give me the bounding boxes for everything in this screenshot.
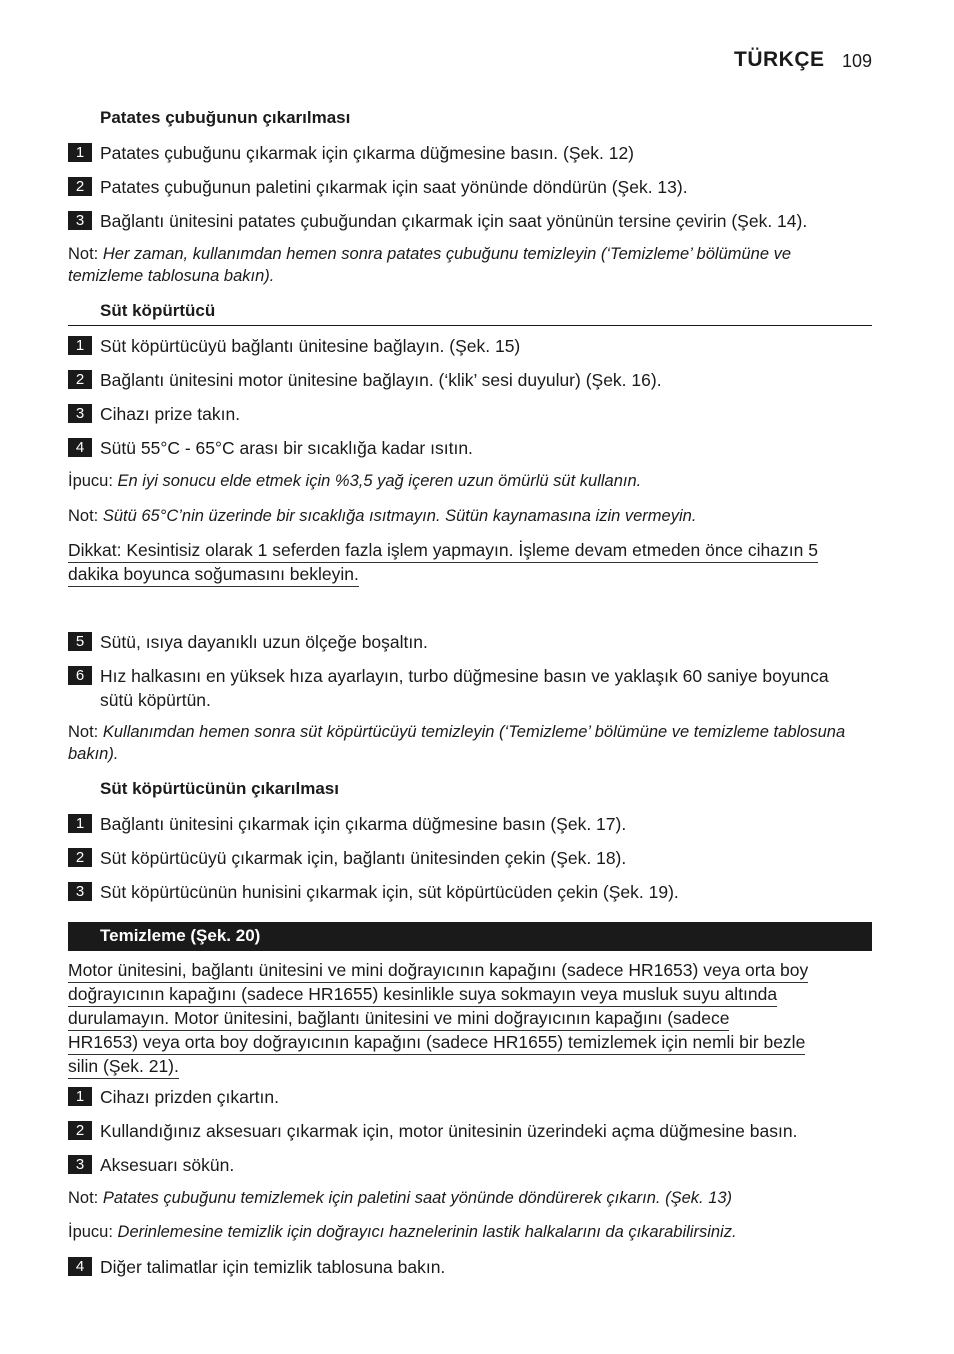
section-banner-cleaning	[68, 922, 872, 951]
caution-line: Motor ünitesini, bağlantı ünitesini ve mini doğrayıcının kapağını (sadece HR1653) veya orta boy	[68, 959, 808, 983]
step-text: Sütü, ısıya dayanıklı uzun ölçeğe boşaltın.	[100, 632, 428, 652]
section-title-frother-disassembly: Süt köpürtücünün çıkarılması	[100, 779, 339, 798]
note-label: Not:	[68, 1189, 99, 1207]
tip-text	[68, 1221, 858, 1243]
step-item	[68, 436, 858, 460]
note-body: Sütü 65°C’nin üzerinde bir sıcaklığa ısıtmayın. Sütün kaynamasına izin vermeyin.	[98, 507, 697, 525]
caution-line: silin (Şek. 21).	[68, 1055, 179, 1079]
section-title-fries-disassembly: Patates çubuğunun çıkarılması	[100, 108, 351, 127]
note-body: Her zaman, kullanımdan hemen sonra patates çubuğunu temizleyin (‘Temizleme’ bölümüne ve temizleme tablosuna bakın).	[68, 245, 792, 285]
step-item	[68, 141, 858, 165]
note-text	[68, 505, 858, 527]
note-body: Patates çubuğunu temizlemek için paletini saat yönünde döndürerek çıkarın. (Şek. 13)	[98, 1189, 733, 1207]
step-item	[68, 1255, 858, 1279]
step-text: Patates çubuğunu çıkarmak için çıkarma düğmesine basın. (Şek. 12)	[100, 143, 635, 163]
step-item	[68, 1085, 858, 1109]
step-item	[68, 1153, 858, 1177]
section-divider	[68, 325, 872, 326]
step-item	[68, 846, 858, 870]
caution-line: Dikkat: Kesintisiz olarak 1 seferden fazla işlem yapmayın. İşleme devam etmeden önce cihazın 5	[68, 539, 818, 563]
step-text: Patates çubuğunun paletini çıkarmak için saat yönünde döndürün (Şek. 13).	[100, 177, 688, 197]
step-text: Süt köpürtücünün hunisini çıkarmak için, süt köpürtücüden çekin (Şek. 19).	[100, 882, 679, 902]
step-item	[68, 880, 858, 904]
step-number: 4	[68, 1257, 92, 1276]
note-text	[68, 243, 858, 287]
step-number: 5	[68, 632, 92, 651]
note-text	[68, 721, 858, 765]
step-text: Bağlantı ünitesini patates çubuğundan çıkarmak için saat yönünün tersine çevirin (Şek. 14).	[100, 211, 808, 231]
step-number: 2	[68, 177, 92, 196]
step-text: Hız halkasını en yüksek hıza ayarlayın, turbo düğmesine basın ve yaklaşık 60 saniye boyunca sütü köpürtün.	[100, 666, 829, 710]
step-text: Sütü 55°C - 65°C arası bir sıcaklığa kadar ısıtın.	[100, 438, 473, 458]
note-label: Not:	[68, 245, 99, 263]
step-number: 6	[68, 666, 92, 685]
step-text: Cihazı prizden çıkartın.	[100, 1087, 279, 1107]
tip-label: İpucu:	[68, 472, 113, 490]
step-item	[68, 812, 858, 836]
step-item	[68, 630, 858, 654]
section-title-milk-frother: Süt köpürtücü	[100, 301, 216, 320]
step-item	[68, 1119, 858, 1143]
step-number: 2	[68, 848, 92, 867]
language-header: TÜRKÇE	[734, 48, 825, 71]
note-body: Kullanımdan hemen sonra süt köpürtücüyü temizleyin (‘Temizleme’ bölümüne ve temizleme tablosuna bakın).	[68, 723, 846, 763]
step-number: 1	[68, 336, 92, 355]
step-number: 3	[68, 1155, 92, 1174]
step-number: 4	[68, 438, 92, 457]
note-text	[68, 1187, 858, 1209]
step-number: 1	[68, 143, 92, 162]
step-text: Kullandığınız aksesuarı çıkarmak için, motor ünitesinin üzerindeki açma düğmesine basın.	[100, 1121, 798, 1141]
page-number: 109	[842, 51, 873, 71]
caution-box	[68, 959, 808, 1079]
step-text: Bağlantı ünitesini çıkarmak için çıkarma düğmesine basın (Şek. 17).	[100, 814, 627, 834]
step-text: Aksesuarı sökün.	[100, 1155, 235, 1175]
caution-box	[68, 539, 818, 587]
step-item	[68, 664, 858, 712]
note-label: Not:	[68, 507, 99, 525]
tip-text	[68, 470, 858, 492]
caution-line: HR1653) veya orta boy doğrayıcının kapağını (sadece HR1655) temizlemek için nemli bir bezle	[68, 1031, 805, 1055]
note-label: Not:	[68, 723, 99, 741]
step-item	[68, 368, 858, 392]
step-text: Süt köpürtücüyü çıkarmak için, bağlantı ünitesinden çekin (Şek. 18).	[100, 848, 627, 868]
step-number: 3	[68, 882, 92, 901]
step-number: 3	[68, 211, 92, 230]
step-number: 2	[68, 370, 92, 389]
caution-line: dakika boyunca soğumasını bekleyin.	[68, 563, 359, 587]
step-number: 3	[68, 404, 92, 423]
step-number: 2	[68, 1121, 92, 1140]
step-text: Cihazı prize takın.	[100, 404, 241, 424]
section-title-cleaning: Temizleme (Şek. 20)	[100, 926, 261, 945]
step-text: Bağlantı ünitesini motor ünitesine bağlayın. (‘klik’ sesi duyulur) (Şek. 16).	[100, 370, 662, 390]
tip-body: Derinlemesine temizlik için doğrayıcı haznelerinin lastik halkalarını da çıkarabilirsiniz.	[112, 1223, 737, 1241]
step-text: Süt köpürtücüyü bağlantı ünitesine bağlayın. (Şek. 15)	[100, 336, 521, 356]
tip-body: En iyi sonucu elde etmek için %3,5 yağ içeren uzun ömürlü süt kullanın.	[112, 472, 642, 490]
step-item	[68, 209, 858, 233]
tip-label: İpucu:	[68, 1223, 113, 1241]
step-item	[68, 175, 858, 199]
step-number: 1	[68, 814, 92, 833]
step-text: Diğer talimatlar için temizlik tablosuna bakın.	[100, 1257, 446, 1277]
caution-line: doğrayıcının kapağını (sadece HR1655) kesinlikle suya sokmayın veya musluk suyu altında	[68, 983, 777, 1007]
step-item	[68, 334, 858, 358]
step-item	[68, 402, 858, 426]
caution-line: durulamayın. Motor ünitesini, bağlantı ünitesini ve mini doğrayıcının kapağını (sadece	[68, 1007, 729, 1031]
step-number: 1	[68, 1087, 92, 1106]
